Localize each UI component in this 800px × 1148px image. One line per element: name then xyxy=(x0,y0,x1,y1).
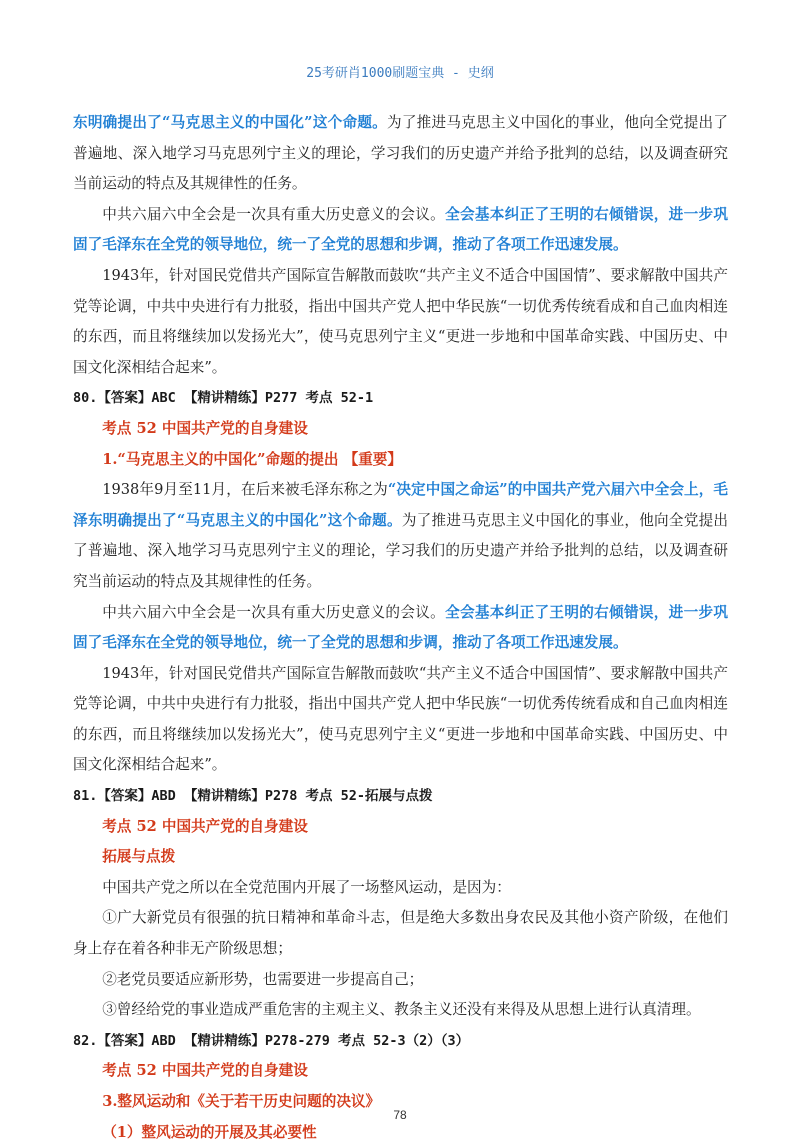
paragraph: 1938年9月至11月，在后来被毛泽东称之为“决定中国之命运”的中国共产党六届六中全会上，毛泽东明确提出了“马克思主义的中国化”这个命题。为了推进马克思主义中国化的事业，他向全党提出了普遍地、深入地学习马克思列宁主义的理论，学习我们的历史遗产并给予批判的总结，以及调查研究当前运动的特点及其规律性的任务。 xyxy=(73,481,728,590)
section-subsubtitle: （1）整风运动的开展及其必要性 xyxy=(102,1123,317,1141)
list-item: ①广大新党员有很强的抗日精神和革命斗志，但是绝大多数出身农民及其他小资产阶级，在他们身上存在着各种非无产阶级思想； xyxy=(73,909,728,958)
paragraph: 1943年，针对国民党借共产国际宣告解散而鼓吹“共产主义不适合中国国情”、要求解散中国共产党等论调，中共中央进行有力批驳，指出中国共产党人把中华民族“一切优秀传统看成和自己血肉相连的东西，而且将继续加以发扬光大”，使马克思列宁主义“更进一步地和中国革命实践、中国历史、中国文化深相结合起来”。 xyxy=(73,664,728,774)
answer-line-80: 80.【答案】ABC 【精讲精练】P277 考点 52-1 xyxy=(73,390,374,407)
topic-heading: 考点 52 中国共产党的自身建设 xyxy=(102,1062,308,1080)
list-item: ②老党员要适应新形势，也需要进一步提高自己； xyxy=(102,970,424,988)
section-subtitle: 1.“马克思主义的中国化”命题的提出 【重要】 xyxy=(102,450,402,468)
page-header: 25考研肖1000刷题宝典 - 史纲 xyxy=(306,66,494,81)
paragraph: 中国共产党之所以在全党范围内开展了一场整风运动，是因为： xyxy=(102,878,511,896)
section-subtitle: 拓展与点拨 xyxy=(102,848,176,866)
list-item: ③曾经给党的事业造成严重危害的主观主义、教条主义还没有来得及从思想上进行认真清理。 xyxy=(102,1001,701,1019)
paragraph: 中共六届六中全会是一次具有重大历史意义的会议。全会基本纠正了王明的右倾错误，进一步巩固了毛泽东在全党的领导地位，统一了全党的思想和步调，推动了各项工作迅速发展。 xyxy=(73,205,728,254)
answer-line-82: 82.【答案】ABD 【精讲精练】P278-279 考点 52-3（2）（3） xyxy=(73,1032,470,1049)
answer-line-81: 81.【答案】ABD 【精讲精练】P278 考点 52-拓展与点拨 xyxy=(73,788,433,805)
paragraph: 中共六届六中全会是一次具有重大历史意义的会议。全会基本纠正了王明的右倾错误，进一步巩固了毛泽东在全党的领导地位，统一了全党的思想和步调，推动了各项工作迅速发展。 xyxy=(73,603,728,652)
section-subtitle: 3.整风运动和《关于若干历史问题的决议》 xyxy=(102,1093,381,1110)
page-content xyxy=(73,108,728,1148)
topic-heading: 考点 52 中国共产党的自身建设 xyxy=(102,419,308,437)
page-number: 78 xyxy=(393,1108,407,1122)
paragraph: 1943年，针对国民党借共产国际宣告解散而鼓吹“共产主义不适合中国国情”、要求解散中国共产党等论调，中共中央进行有力批驳，指出中国共产党人把中华民族“一切优秀传统看成和自己血肉相连的东西，而且将继续加以发扬光大”，使马克思列宁主义“更进一步地和中国革命实践、中国历史、中国文化深相结合起来”。 xyxy=(73,266,728,376)
paragraph: 东明确提出了“马克思主义的中国化”这个命题。为了推进马克思主义中国化的事业，他向全党提出了普遍地、深入地学习马克思列宁主义的理论，学习我们的历史遗产并给予批判的总结，以及调查研究当前运动的特点及其规律性的任务。 xyxy=(73,114,728,193)
topic-heading: 考点 52 中国共产党的自身建设 xyxy=(102,817,308,835)
